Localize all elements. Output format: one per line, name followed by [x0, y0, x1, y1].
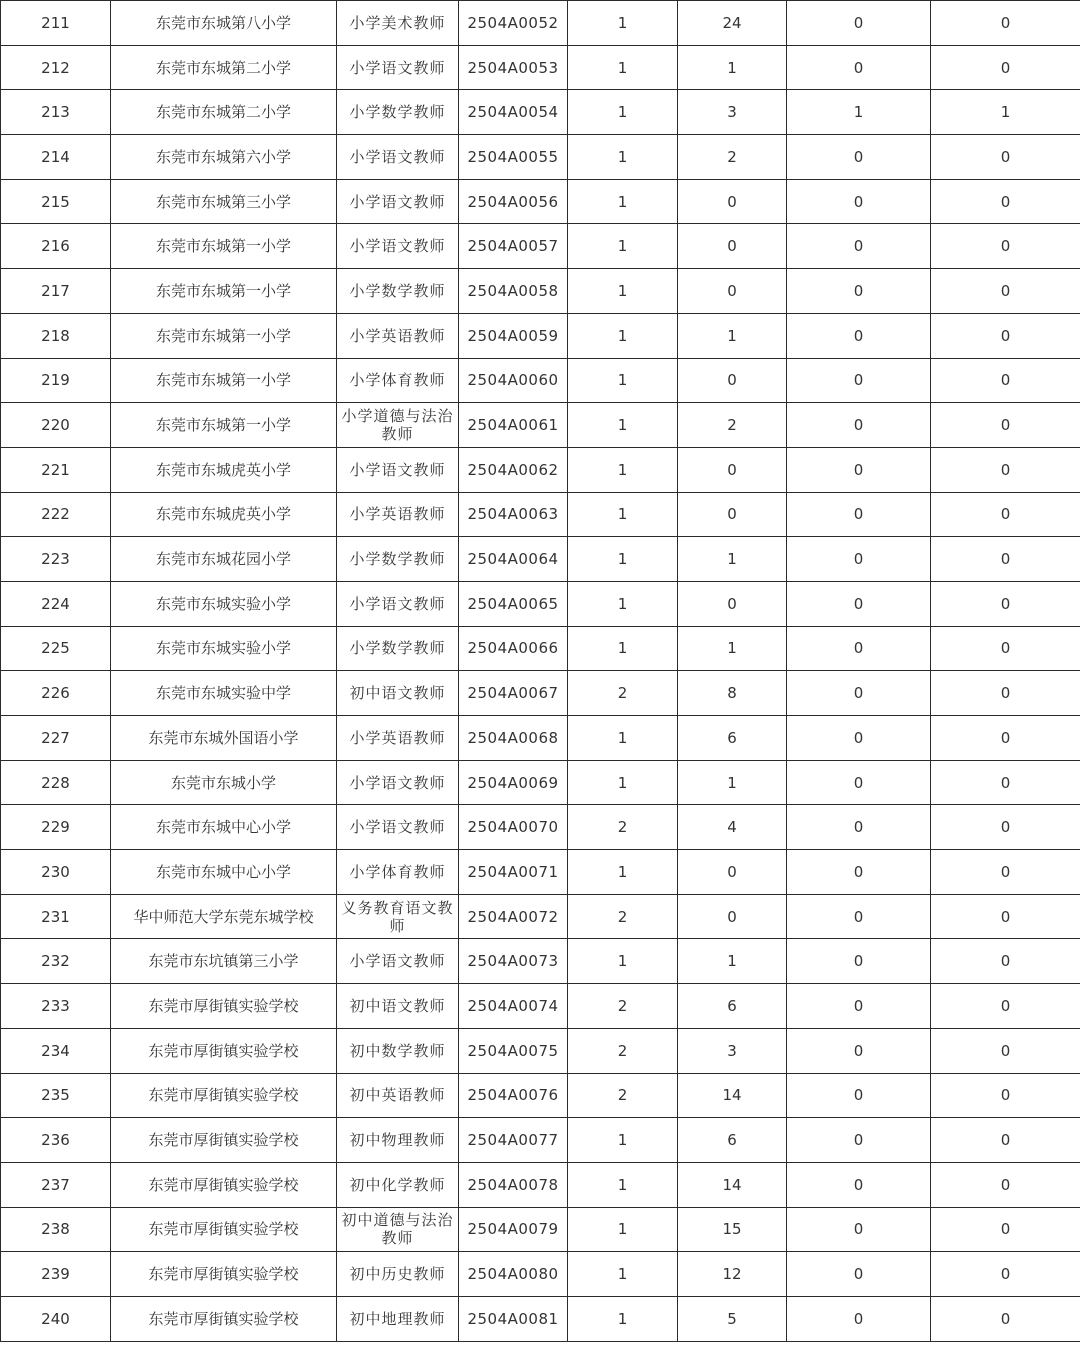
count-cell-7: 0	[787, 313, 931, 358]
position-cell: 小学数学教师	[337, 626, 459, 671]
position-code-cell: 2504A0055	[459, 135, 568, 180]
count-cell-7: 0	[787, 1073, 931, 1118]
applicant-count-cell: 2	[678, 403, 787, 448]
count-cell-7: 0	[787, 1207, 931, 1252]
count-cell-7: 1	[787, 90, 931, 135]
count-cell-8: 0	[931, 1028, 1080, 1073]
count-cell-7: 0	[787, 447, 931, 492]
applicant-count-cell: 12	[678, 1252, 787, 1297]
position-code-cell: 2504A0074	[459, 984, 568, 1029]
table-row	[1, 1073, 1080, 1118]
row-number-cell: 218	[1, 313, 111, 358]
table-row	[1, 1162, 1080, 1207]
count-cell-8: 0	[931, 626, 1080, 671]
applicant-count-cell: 8	[678, 671, 787, 716]
applicant-count-cell: 0	[678, 894, 787, 939]
count-cell-7: 0	[787, 581, 931, 626]
count-cell-8: 0	[931, 179, 1080, 224]
count-cell-7: 0	[787, 45, 931, 90]
row-number-cell: 222	[1, 492, 111, 537]
position-code-cell: 2504A0066	[459, 626, 568, 671]
school-name-cell: 东莞市东城第一小学	[111, 358, 337, 403]
row-number-cell: 213	[1, 90, 111, 135]
school-name-cell: 东莞市东城中心小学	[111, 805, 337, 850]
row-number-cell: 216	[1, 224, 111, 269]
position-cell: 小学美术教师	[337, 1, 459, 46]
plan-count-cell: 2	[568, 1073, 678, 1118]
count-cell-8: 0	[931, 537, 1080, 582]
position-cell: 义务教育语文教师	[337, 894, 459, 939]
applicant-count-cell: 2	[678, 135, 787, 180]
table-row	[1, 581, 1080, 626]
count-cell-8: 0	[931, 581, 1080, 626]
applicant-count-cell: 24	[678, 1, 787, 46]
plan-count-cell: 2	[568, 671, 678, 716]
school-name-cell: 东莞市东城第一小学	[111, 224, 337, 269]
plan-count-cell: 1	[568, 313, 678, 358]
applicant-count-cell: 0	[678, 179, 787, 224]
count-cell-7: 0	[787, 805, 931, 850]
position-cell: 小学语文教师	[337, 45, 459, 90]
plan-count-cell: 1	[568, 403, 678, 448]
count-cell-8: 0	[931, 716, 1080, 761]
count-cell-7: 0	[787, 894, 931, 939]
applicant-count-cell: 1	[678, 45, 787, 90]
applicant-count-cell: 4	[678, 805, 787, 850]
position-cell: 初中道德与法治教师	[337, 1207, 459, 1252]
count-cell-7: 0	[787, 626, 931, 671]
row-number-cell: 236	[1, 1118, 111, 1163]
school-name-cell: 东莞市厚街镇实验学校	[111, 1162, 337, 1207]
table-row	[1, 984, 1080, 1029]
row-number-cell: 224	[1, 581, 111, 626]
plan-count-cell: 2	[568, 805, 678, 850]
applicant-count-cell: 6	[678, 984, 787, 1029]
plan-count-cell: 1	[568, 939, 678, 984]
plan-count-cell: 1	[568, 1118, 678, 1163]
position-code-cell: 2504A0054	[459, 90, 568, 135]
position-cell: 小学数学教师	[337, 90, 459, 135]
table-row	[1, 894, 1080, 939]
count-cell-8: 0	[931, 313, 1080, 358]
position-code-cell: 2504A0060	[459, 358, 568, 403]
school-name-cell: 东莞市厚街镇实验学校	[111, 1252, 337, 1297]
school-name-cell: 东莞市东城第六小学	[111, 135, 337, 180]
table-row	[1, 1296, 1080, 1341]
row-number-cell: 223	[1, 537, 111, 582]
count-cell-8: 0	[931, 224, 1080, 269]
applicant-count-cell: 14	[678, 1073, 787, 1118]
applicant-count-cell: 0	[678, 269, 787, 314]
row-number-cell: 232	[1, 939, 111, 984]
position-code-cell: 2504A0070	[459, 805, 568, 850]
position-code-cell: 2504A0078	[459, 1162, 568, 1207]
count-cell-8: 0	[931, 671, 1080, 716]
school-name-cell: 东莞市东城虎英小学	[111, 492, 337, 537]
position-cell: 初中语文教师	[337, 671, 459, 716]
school-name-cell: 东莞市东城中心小学	[111, 850, 337, 895]
position-cell: 小学语文教师	[337, 939, 459, 984]
row-number-cell: 228	[1, 760, 111, 805]
table-row	[1, 269, 1080, 314]
school-name-cell: 华中师范大学东莞东城学校	[111, 894, 337, 939]
table-row	[1, 135, 1080, 180]
school-name-cell: 东莞市东城第三小学	[111, 179, 337, 224]
count-cell-8: 0	[931, 1, 1080, 46]
table-row	[1, 1252, 1080, 1297]
school-name-cell: 东莞市东城外国语小学	[111, 716, 337, 761]
row-number-cell: 226	[1, 671, 111, 716]
applicant-count-cell: 5	[678, 1296, 787, 1341]
applicant-count-cell: 1	[678, 626, 787, 671]
row-number-cell: 227	[1, 716, 111, 761]
table-row	[1, 1028, 1080, 1073]
applicant-count-cell: 3	[678, 1028, 787, 1073]
position-cell: 小学语文教师	[337, 179, 459, 224]
position-code-cell: 2504A0063	[459, 492, 568, 537]
row-number-cell: 237	[1, 1162, 111, 1207]
applicant-count-cell: 0	[678, 358, 787, 403]
applicant-count-cell: 0	[678, 224, 787, 269]
table-row	[1, 403, 1080, 448]
position-code-cell: 2504A0064	[459, 537, 568, 582]
count-cell-8: 0	[931, 1073, 1080, 1118]
count-cell-8: 0	[931, 939, 1080, 984]
position-code-cell: 2504A0072	[459, 894, 568, 939]
table-row	[1, 90, 1080, 135]
count-cell-7: 0	[787, 537, 931, 582]
count-cell-7: 0	[787, 224, 931, 269]
position-code-cell: 2504A0061	[459, 403, 568, 448]
row-number-cell: 234	[1, 1028, 111, 1073]
plan-count-cell: 1	[568, 1252, 678, 1297]
plan-count-cell: 2	[568, 894, 678, 939]
count-cell-8: 0	[931, 1118, 1080, 1163]
plan-count-cell: 1	[568, 626, 678, 671]
school-name-cell: 东莞市厚街镇实验学校	[111, 1028, 337, 1073]
position-cell: 小学语文教师	[337, 805, 459, 850]
plan-count-cell: 1	[568, 1296, 678, 1341]
row-number-cell: 230	[1, 850, 111, 895]
table-row	[1, 45, 1080, 90]
row-number-cell: 219	[1, 358, 111, 403]
position-cell: 小学英语教师	[337, 716, 459, 761]
position-code-cell: 2504A0056	[459, 179, 568, 224]
plan-count-cell: 1	[568, 1162, 678, 1207]
table-row	[1, 537, 1080, 582]
count-cell-8: 0	[931, 135, 1080, 180]
plan-count-cell: 1	[568, 358, 678, 403]
row-number-cell: 215	[1, 179, 111, 224]
applicant-count-cell: 6	[678, 1118, 787, 1163]
table-row	[1, 760, 1080, 805]
school-name-cell: 东莞市厚街镇实验学校	[111, 1296, 337, 1341]
school-name-cell: 东莞市东城第八小学	[111, 1, 337, 46]
table-row	[1, 447, 1080, 492]
table-row	[1, 1, 1080, 46]
count-cell-7: 0	[787, 492, 931, 537]
plan-count-cell: 1	[568, 135, 678, 180]
count-cell-8: 0	[931, 269, 1080, 314]
applicant-count-cell: 0	[678, 492, 787, 537]
position-cell: 小学语文教师	[337, 447, 459, 492]
row-number-cell: 233	[1, 984, 111, 1029]
count-cell-7: 0	[787, 1252, 931, 1297]
position-cell: 小学体育教师	[337, 850, 459, 895]
school-name-cell: 东莞市东城第二小学	[111, 90, 337, 135]
applicant-count-cell: 1	[678, 313, 787, 358]
count-cell-7: 0	[787, 403, 931, 448]
plan-count-cell: 2	[568, 1028, 678, 1073]
row-number-cell: 239	[1, 1252, 111, 1297]
school-name-cell: 东莞市东城花园小学	[111, 537, 337, 582]
count-cell-7: 0	[787, 179, 931, 224]
plan-count-cell: 1	[568, 179, 678, 224]
plan-count-cell: 1	[568, 90, 678, 135]
applicant-count-cell: 0	[678, 850, 787, 895]
position-code-cell: 2504A0071	[459, 850, 568, 895]
table-row	[1, 224, 1080, 269]
position-cell: 初中数学教师	[337, 1028, 459, 1073]
count-cell-8: 0	[931, 984, 1080, 1029]
plan-count-cell: 1	[568, 537, 678, 582]
applicant-count-cell: 3	[678, 90, 787, 135]
plan-count-cell: 1	[568, 447, 678, 492]
plan-count-cell: 1	[568, 269, 678, 314]
school-name-cell: 东莞市厚街镇实验学校	[111, 984, 337, 1029]
table-row	[1, 626, 1080, 671]
school-name-cell: 东莞市东城第二小学	[111, 45, 337, 90]
plan-count-cell: 1	[568, 1, 678, 46]
position-code-cell: 2504A0057	[459, 224, 568, 269]
plan-count-cell: 1	[568, 45, 678, 90]
table-row	[1, 671, 1080, 716]
school-name-cell: 东莞市东坑镇第三小学	[111, 939, 337, 984]
count-cell-8: 1	[931, 90, 1080, 135]
row-number-cell: 221	[1, 447, 111, 492]
table-body	[1, 1, 1080, 1342]
count-cell-8: 0	[931, 492, 1080, 537]
plan-count-cell: 1	[568, 716, 678, 761]
position-code-cell: 2504A0065	[459, 581, 568, 626]
position-code-cell: 2504A0069	[459, 760, 568, 805]
count-cell-8: 0	[931, 894, 1080, 939]
applicant-count-cell: 15	[678, 1207, 787, 1252]
position-cell: 小学数学教师	[337, 537, 459, 582]
position-cell: 初中英语教师	[337, 1073, 459, 1118]
count-cell-7: 0	[787, 1028, 931, 1073]
position-code-cell: 2504A0073	[459, 939, 568, 984]
position-cell: 初中语文教师	[337, 984, 459, 1029]
plan-count-cell: 2	[568, 984, 678, 1029]
row-number-cell: 220	[1, 403, 111, 448]
position-cell: 小学体育教师	[337, 358, 459, 403]
applicant-count-cell: 0	[678, 581, 787, 626]
position-cell: 初中地理教师	[337, 1296, 459, 1341]
row-number-cell: 211	[1, 1, 111, 46]
count-cell-8: 0	[931, 447, 1080, 492]
position-cell: 初中化学教师	[337, 1162, 459, 1207]
school-name-cell: 东莞市东城虎英小学	[111, 447, 337, 492]
row-number-cell: 214	[1, 135, 111, 180]
position-code-cell: 2504A0062	[459, 447, 568, 492]
table-row	[1, 716, 1080, 761]
count-cell-8: 0	[931, 1252, 1080, 1297]
count-cell-8: 0	[931, 850, 1080, 895]
table-row	[1, 1118, 1080, 1163]
applicant-count-cell: 1	[678, 760, 787, 805]
count-cell-7: 0	[787, 1296, 931, 1341]
row-number-cell: 225	[1, 626, 111, 671]
applicant-count-cell: 0	[678, 447, 787, 492]
row-number-cell: 235	[1, 1073, 111, 1118]
count-cell-8: 0	[931, 1207, 1080, 1252]
count-cell-8: 0	[931, 760, 1080, 805]
count-cell-7: 0	[787, 269, 931, 314]
plan-count-cell: 1	[568, 760, 678, 805]
table-row	[1, 1207, 1080, 1252]
position-code-cell: 2504A0079	[459, 1207, 568, 1252]
position-cell: 小学数学教师	[337, 269, 459, 314]
position-code-cell: 2504A0081	[459, 1296, 568, 1341]
position-cell: 小学语文教师	[337, 224, 459, 269]
count-cell-7: 0	[787, 760, 931, 805]
count-cell-7: 0	[787, 850, 931, 895]
count-cell-7: 0	[787, 1162, 931, 1207]
row-number-cell: 212	[1, 45, 111, 90]
row-number-cell: 231	[1, 894, 111, 939]
table-row	[1, 939, 1080, 984]
position-cell: 小学英语教师	[337, 313, 459, 358]
position-cell: 初中物理教师	[337, 1118, 459, 1163]
table-row	[1, 358, 1080, 403]
school-name-cell: 东莞市厚街镇实验学校	[111, 1073, 337, 1118]
table-row	[1, 805, 1080, 850]
position-cell: 小学语文教师	[337, 760, 459, 805]
position-cell: 小学道德与法治教师	[337, 403, 459, 448]
school-name-cell: 东莞市东城第一小学	[111, 403, 337, 448]
position-code-cell: 2504A0059	[459, 313, 568, 358]
school-name-cell: 东莞市厚街镇实验学校	[111, 1207, 337, 1252]
count-cell-7: 0	[787, 1, 931, 46]
position-code-cell: 2504A0067	[459, 671, 568, 716]
table-row	[1, 313, 1080, 358]
table-row	[1, 850, 1080, 895]
count-cell-8: 0	[931, 1162, 1080, 1207]
table-row	[1, 492, 1080, 537]
school-name-cell: 东莞市东城实验小学	[111, 581, 337, 626]
row-number-cell: 217	[1, 269, 111, 314]
school-name-cell: 东莞市东城第一小学	[111, 269, 337, 314]
applicant-count-cell: 1	[678, 537, 787, 582]
row-number-cell: 240	[1, 1296, 111, 1341]
row-number-cell: 238	[1, 1207, 111, 1252]
position-cell: 小学英语教师	[337, 492, 459, 537]
applicant-count-cell: 1	[678, 939, 787, 984]
count-cell-8: 0	[931, 1296, 1080, 1341]
count-cell-8: 0	[931, 45, 1080, 90]
count-cell-7: 0	[787, 1118, 931, 1163]
count-cell-7: 0	[787, 716, 931, 761]
plan-count-cell: 1	[568, 850, 678, 895]
plan-count-cell: 1	[568, 581, 678, 626]
plan-count-cell: 1	[568, 224, 678, 269]
table-row	[1, 179, 1080, 224]
position-cell: 小学语文教师	[337, 135, 459, 180]
position-code-cell: 2504A0080	[459, 1252, 568, 1297]
position-code-cell: 2504A0068	[459, 716, 568, 761]
position-code-cell: 2504A0058	[459, 269, 568, 314]
count-cell-7: 0	[787, 135, 931, 180]
plan-count-cell: 1	[568, 492, 678, 537]
applicant-count-cell: 6	[678, 716, 787, 761]
school-name-cell: 东莞市东城小学	[111, 760, 337, 805]
count-cell-7: 0	[787, 358, 931, 403]
position-cell: 初中历史教师	[337, 1252, 459, 1297]
count-cell-7: 0	[787, 939, 931, 984]
row-number-cell: 229	[1, 805, 111, 850]
plan-count-cell: 1	[568, 1207, 678, 1252]
count-cell-8: 0	[931, 358, 1080, 403]
position-code-cell: 2504A0077	[459, 1118, 568, 1163]
position-code-cell: 2504A0053	[459, 45, 568, 90]
applicant-count-cell: 14	[678, 1162, 787, 1207]
count-cell-7: 0	[787, 984, 931, 1029]
school-name-cell: 东莞市厚街镇实验学校	[111, 1118, 337, 1163]
school-name-cell: 东莞市东城实验中学	[111, 671, 337, 716]
position-code-cell: 2504A0075	[459, 1028, 568, 1073]
count-cell-7: 0	[787, 671, 931, 716]
position-code-cell: 2504A0076	[459, 1073, 568, 1118]
count-cell-8: 0	[931, 805, 1080, 850]
school-name-cell: 东莞市东城实验小学	[111, 626, 337, 671]
position-code-cell: 2504A0052	[459, 1, 568, 46]
position-cell: 小学语文教师	[337, 581, 459, 626]
count-cell-8: 0	[931, 403, 1080, 448]
school-name-cell: 东莞市东城第一小学	[111, 313, 337, 358]
